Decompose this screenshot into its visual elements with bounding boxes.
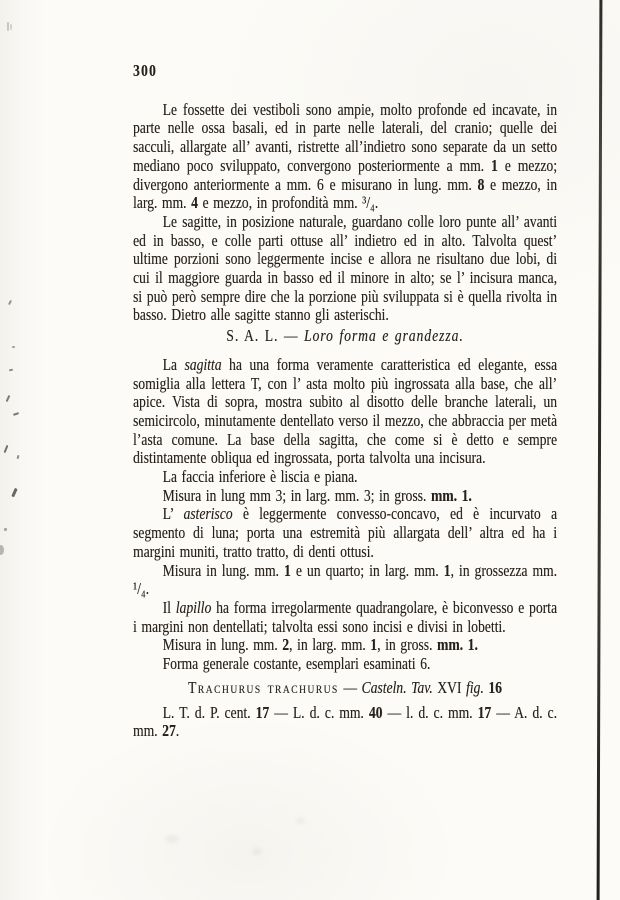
scan-smudge: [296, 818, 305, 824]
text-run: 1: [491, 155, 498, 175]
text-run: Misura in lung. mm.: [162, 560, 285, 580]
text-column: [133, 0, 557, 741]
text-run: , in larg. mm.: [289, 635, 371, 655]
species-heading-trachurus: [133, 679, 557, 698]
scan-speck: [0, 545, 4, 555]
text-run: e mezzo, in profondità mm. ³/₄.: [197, 193, 379, 213]
paragraph-misura-sagitta: [133, 487, 557, 506]
text-run: asterisco: [183, 504, 233, 524]
scan-speck: [7, 22, 9, 31]
paragraph-faccia-inferiore: [133, 468, 557, 487]
paragraph-asterisco: [133, 505, 557, 561]
paragraph-sagitte-posizione: [133, 213, 557, 325]
scan-speck: [11, 488, 17, 497]
scan-speck: [8, 300, 12, 305]
text-run: —: [338, 677, 362, 697]
text-run: sagitta: [184, 354, 222, 374]
text-run: La: [162, 354, 185, 374]
text-run: .: [175, 721, 180, 741]
paragraph-misura-lapillo: [133, 636, 557, 655]
text-run: ha una forma veramente caratteristica ed elegante, essa somiglia alla lettera T, con l’ asta molto più ingrossata alla base, che all’ apice. Vista di sopra, mostra subito al disotto delle branche laterali, un semicircolo, minutamente dentellato verso il mezzo, che abbraccia per metà l’asta comune. La base della sagitta, che come si è detto e sempre distintamente obliqua ed ingrossata, porta talvolta una incisura.: [133, 354, 557, 468]
scan-speck: [4, 528, 7, 531]
paragraph-sagitta-forma: [133, 356, 557, 468]
text-run: 1: [443, 560, 451, 580]
paragraph-lapillo: [133, 599, 557, 636]
text-run: 17: [255, 702, 270, 722]
text-run: lapillo: [175, 597, 212, 617]
text-run: 40: [368, 702, 383, 722]
text-run: 1: [370, 635, 378, 655]
scan-right-edge-line: [597, 0, 602, 900]
scan-speck: [9, 369, 13, 372]
text-run: e un quarto; in larg. mm.: [290, 560, 444, 580]
text-run: Casteln. Tav.: [361, 677, 433, 697]
text-run: è leggermente convesso-concavo, ed è incurvato a segmento di luna; porta una estremità più allargata dell’ altra ed ha i margini muniti, tratto tratto, di denti ottusi.: [133, 504, 557, 561]
text-run: L. T. d. P. cent.: [162, 702, 256, 722]
text-run: — L. d. c. mm.: [269, 702, 369, 722]
text-run: La faccia inferiore è liscia e piana.: [162, 467, 358, 487]
paragraph-measurements: [133, 704, 557, 741]
text-run: Misura in lung. mm.: [162, 635, 283, 655]
scan-speck: [6, 395, 11, 402]
text-run: e mezzo, in larg. mm.: [133, 174, 557, 213]
section-heading: [133, 327, 557, 346]
page-number: 300: [133, 61, 157, 80]
paragraph-forma-generale: [133, 655, 557, 674]
scan-speck: [10, 24, 12, 30]
scan-smudge: [165, 835, 179, 843]
paragraph-misura-asterisco: [133, 562, 557, 599]
text-run: mm. 1.: [430, 485, 472, 505]
text-run: 2: [282, 635, 290, 655]
scan-speck: [17, 455, 20, 459]
text-run: Misura in lung mm 3; in larg. mm. 3; in gross.: [162, 485, 431, 505]
text-run: L’: [162, 504, 184, 524]
text-run: 27: [162, 721, 176, 741]
text-run: Trachurus trachurus: [188, 677, 339, 697]
scan-speck: [4, 445, 9, 453]
text-run: Le sagitte, in posizione naturale, guardano colle loro punte all’ avanti ed in basso, e colle parti ottuse all’ indietro ed in alto. Talvolta quest’ ultime porzioni sono leggermente incise e allora ne risultano due lobi, di cui il maggiore guarda in basso ed il minore in alto; se l’ incisura manca, si può però sempre dire che la porzione più sviluppata si è quella rivolta in basso. Dietro alle sagitte stanno gli asterischi.: [133, 211, 557, 325]
text-run: 8: [477, 174, 485, 194]
text-run: — l. d. c. mm.: [382, 702, 478, 722]
text-run: 16: [488, 677, 502, 697]
text-run: fig.: [466, 677, 484, 697]
text-run: Loro forma e grandezza.: [304, 326, 464, 346]
text-run: ha forma irregolarmente quadrangolare, è biconvesso e porta i margini non dentellati; talvolta essi sono incisi e divisi in lobetti.: [133, 597, 557, 636]
scan-speck: [13, 412, 19, 416]
text-run: 1: [284, 560, 291, 580]
text-run: , in grossezza mm. ¹/₄.: [133, 560, 558, 599]
text-run: — A. d. c. mm.: [133, 702, 557, 741]
paragraph-fossette-vestiboli: [133, 101, 557, 213]
text-run: S. A. L. —: [226, 326, 305, 346]
text-run: Il: [162, 597, 176, 617]
scan-speck: [12, 346, 15, 348]
text-run: 4: [191, 193, 198, 213]
text-run: 17: [477, 702, 492, 722]
text-run: e mezzo; divergono anteriormente a mm. 6 e misurano in lung. mm.: [133, 155, 557, 194]
text-run: mm. 1.: [436, 635, 478, 655]
text-run: Forma generale costante, esemplari esaminati 6.: [162, 654, 431, 674]
text-run: , in gross.: [377, 635, 437, 655]
text-run: XVI: [432, 677, 466, 697]
scan-smudge: [252, 848, 262, 855]
text-run: Le fossette dei vestiboli sono ampie, molto profonde ed incavate, in parte nelle ossa basali, ed in parte nelle laterali, del cranio; quelle dei sacculi, allargate all’ avanti, ristrette all’indietro sono separate da un setto mediano poco sviluppato, convergono posteriormente a mm.: [133, 99, 557, 175]
